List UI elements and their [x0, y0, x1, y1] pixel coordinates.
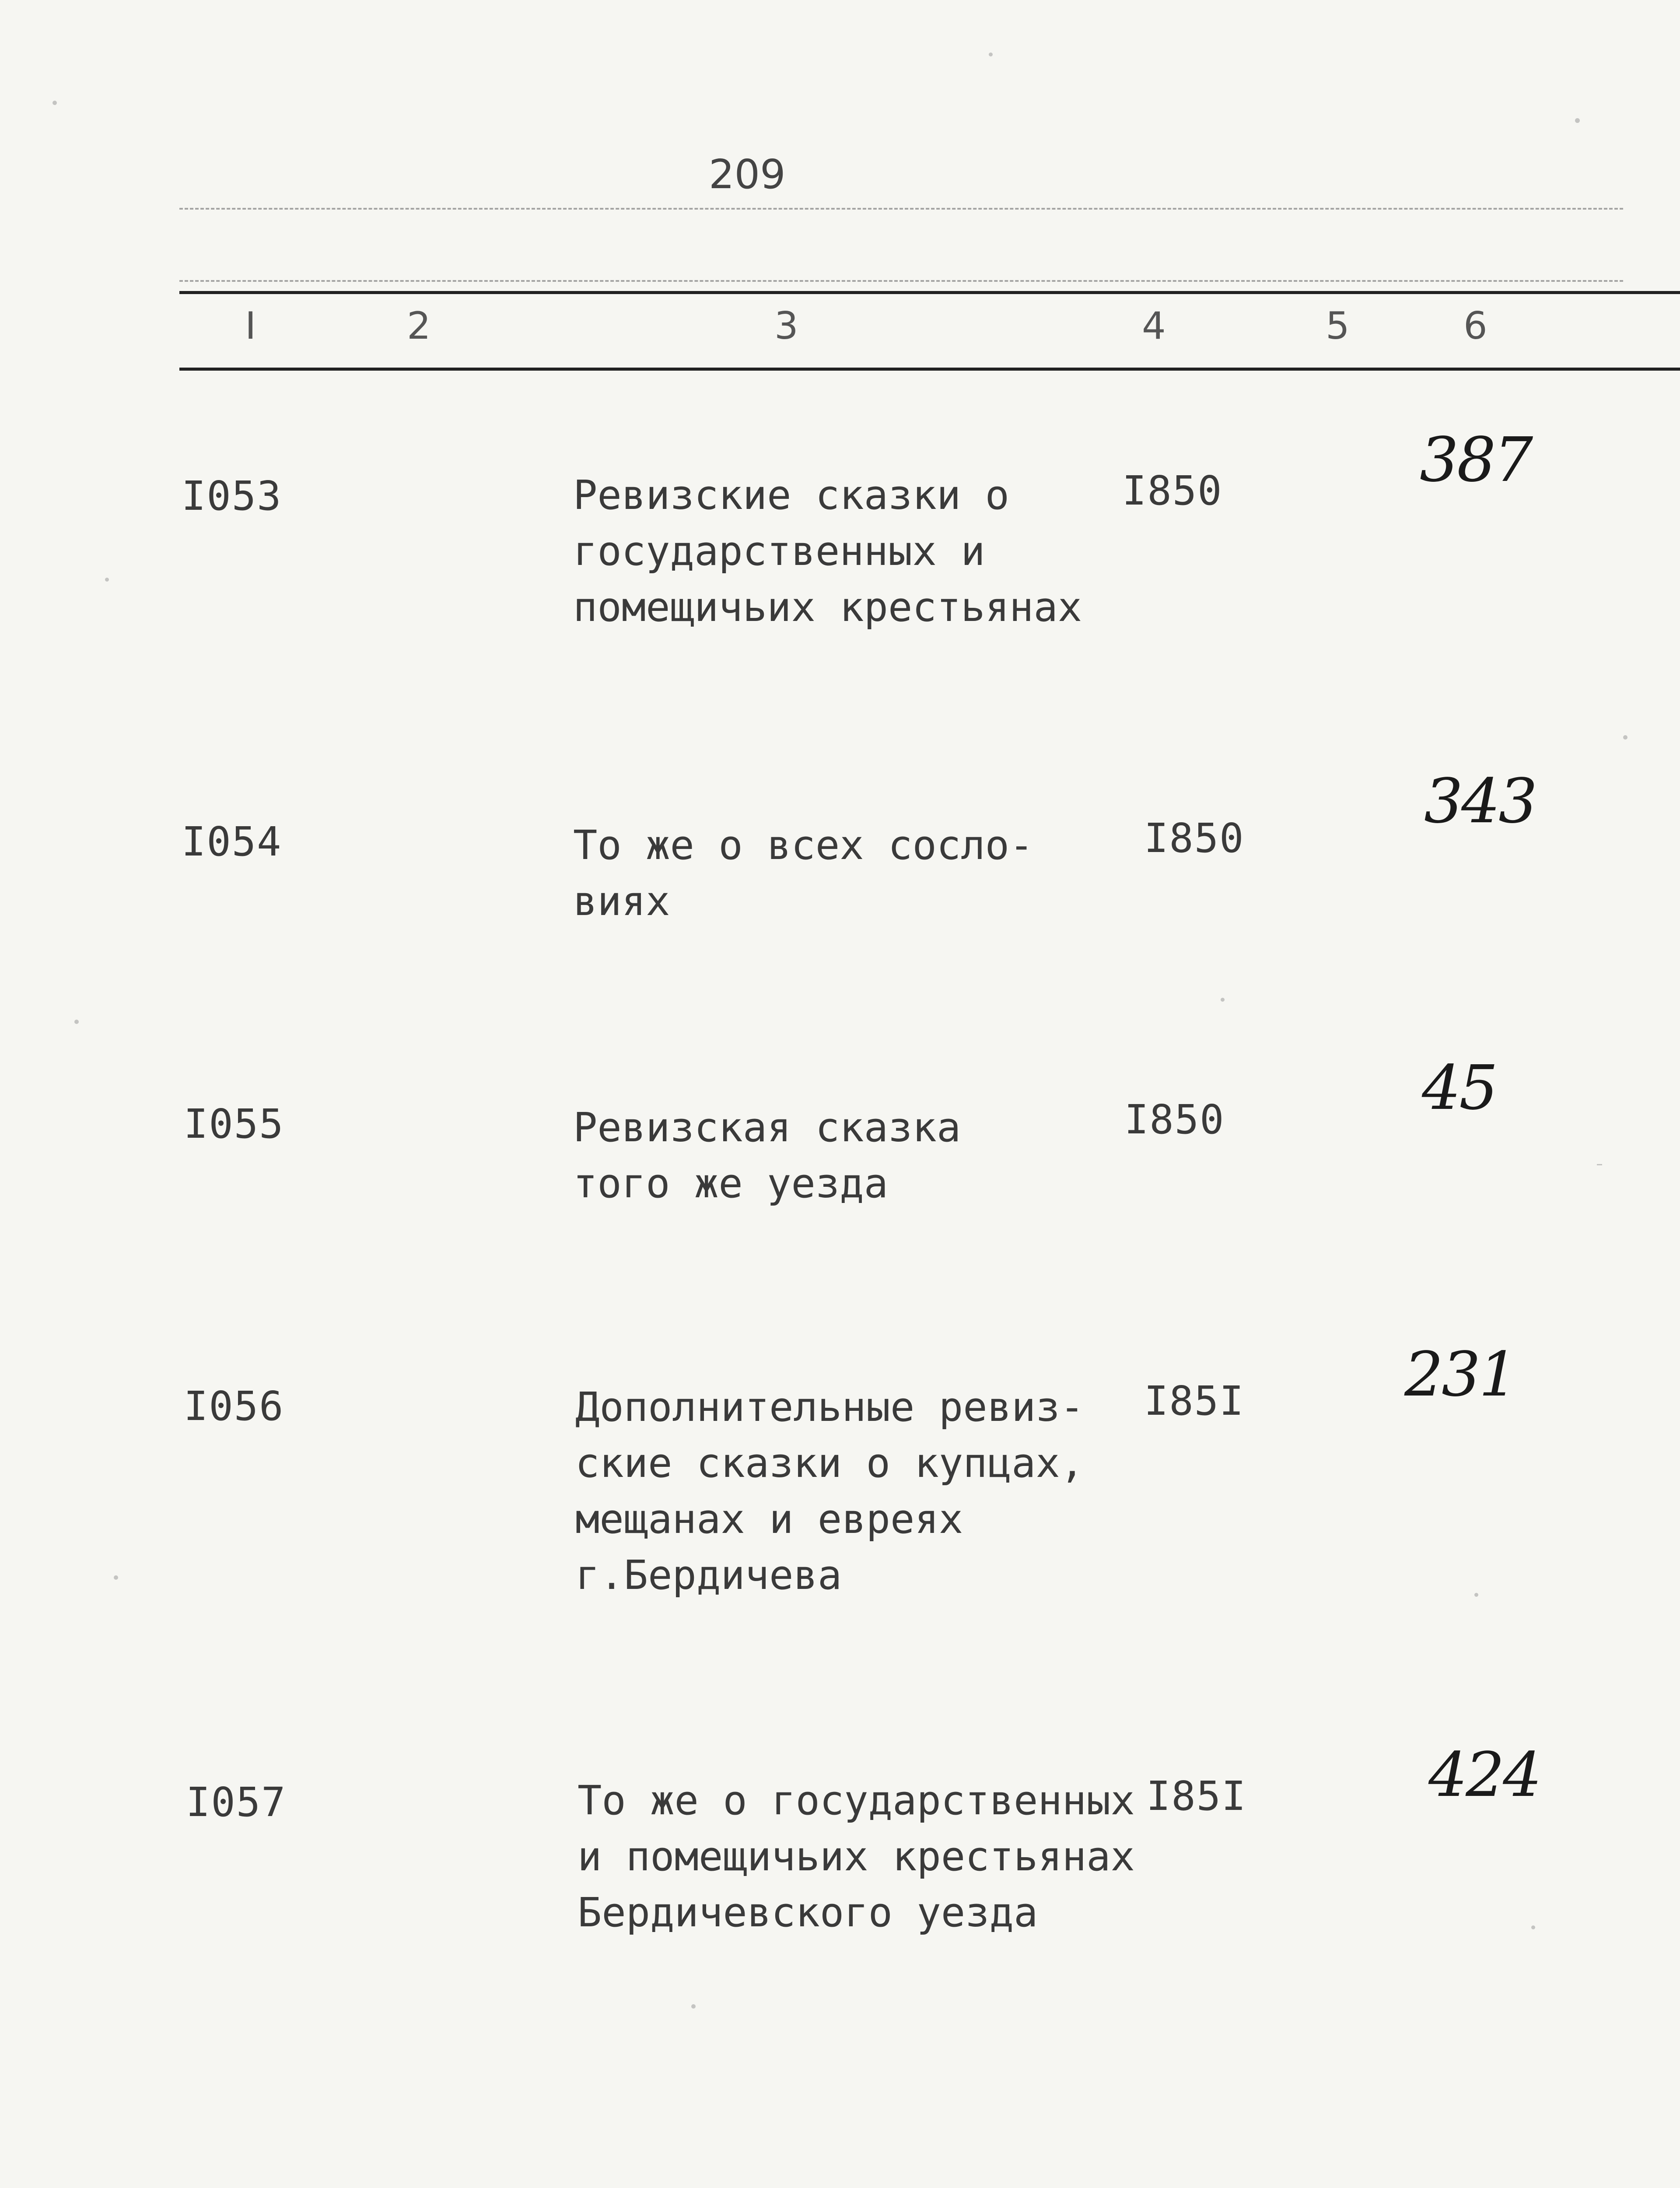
page-number: 209 [709, 151, 786, 198]
handwritten-sheet-count: 343 [1424, 766, 1536, 837]
item-year: I85I [1146, 1773, 1247, 1820]
handwritten-sheet-count: 387 [1420, 424, 1532, 496]
scan-speck [691, 2004, 696, 2009]
item-code: I056 [184, 1383, 284, 1430]
scan-speck [989, 53, 993, 56]
scan-speck [1531, 1925, 1535, 1929]
item-description: То же о государственных и помещичьих крестьянах Бердичевского уезда [578, 1777, 1135, 1936]
item-year: I850 [1144, 815, 1245, 862]
item-year: I850 [1122, 467, 1223, 514]
item-code: I054 [182, 818, 282, 865]
column-header-3: 3 [774, 304, 798, 348]
scan-speck [1623, 735, 1628, 740]
scan-speck [1597, 1164, 1602, 1165]
column-header-1: I [245, 304, 256, 348]
item-year: I850 [1124, 1096, 1225, 1143]
scan-speck [52, 101, 57, 105]
scan-speck [1575, 118, 1580, 123]
item-description: Ревизские сказки о государственных и помещичьих крестьянах [573, 472, 1082, 631]
dashed-divider-middle [179, 280, 1623, 282]
handwritten-sheet-count: 45 [1422, 1052, 1497, 1124]
scan-speck [1474, 1593, 1478, 1597]
handwritten-sheet-count: 424 [1428, 1739, 1540, 1811]
handwritten-sheet-count: 231 [1404, 1339, 1516, 1410]
column-header-2: 2 [407, 304, 431, 348]
scan-speck [105, 578, 109, 582]
scan-speck [114, 1575, 118, 1580]
table-header-bottom-rule [179, 368, 1680, 371]
item-code: I055 [184, 1101, 284, 1147]
scan-speck [74, 1020, 79, 1024]
column-header-6: 6 [1463, 304, 1488, 348]
column-header-4: 4 [1142, 304, 1166, 348]
scan-speck [1221, 998, 1225, 1002]
item-description: То же о всех сосло- виях [573, 822, 1034, 925]
item-description: Ревизская сказка того же уезда [573, 1104, 961, 1207]
table-header-top-rule [179, 291, 1680, 294]
item-year: I85I [1144, 1378, 1245, 1424]
item-code: I057 [186, 1779, 287, 1826]
item-code: I053 [182, 473, 282, 519]
column-header-5: 5 [1326, 304, 1350, 348]
item-description: Дополнительные ревиз- ские сказки о купцах, мещанах и евреях г.Бердичева [575, 1384, 1085, 1599]
dashed-divider-top [179, 208, 1623, 210]
